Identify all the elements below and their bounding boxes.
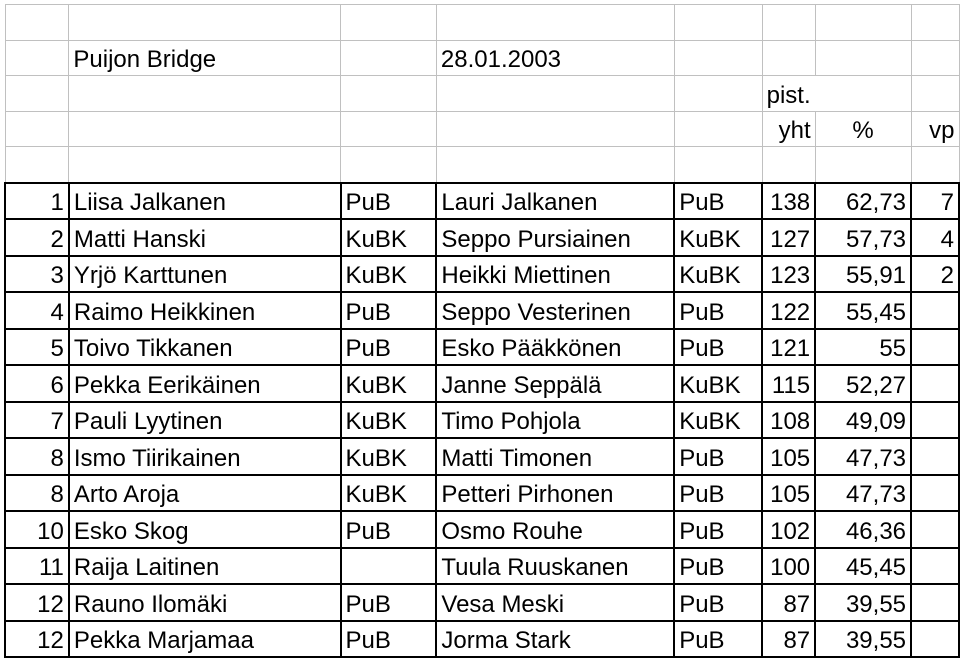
player1-club-cell[interactable]: KuBK: [341, 365, 437, 402]
player1-club-cell[interactable]: PuB: [341, 292, 437, 329]
percent-cell[interactable]: 55: [815, 329, 911, 366]
column-header-row: [5, 111, 959, 147]
player1-club-cell[interactable]: KuBK: [341, 256, 437, 293]
player1-name-cell[interactable]: Toivo Tikkanen: [69, 329, 341, 366]
pist-header[interactable]: pist.: [762, 76, 815, 112]
player2-club-cell[interactable]: PuB: [674, 292, 762, 329]
player1-name-cell[interactable]: Raimo Heikkinen: [69, 292, 341, 329]
vp-cell[interactable]: 4: [911, 219, 959, 256]
player2-club-cell[interactable]: PuB: [674, 438, 762, 475]
vp-cell[interactable]: [911, 475, 959, 512]
sheet-date[interactable]: 28.01.2003: [436, 40, 674, 76]
result-row: [5, 183, 959, 220]
total-points-cell[interactable]: 105: [762, 438, 815, 475]
result-row: [5, 256, 959, 293]
player2-name-cell[interactable]: Janne Seppälä: [436, 365, 674, 402]
player2-club-cell[interactable]: PuB: [674, 621, 762, 658]
blank-row: [5, 5, 959, 41]
percent-cell[interactable]: 55,91: [815, 256, 911, 293]
player1-name-cell[interactable]: Matti Hanski: [69, 219, 341, 256]
player2-club-cell[interactable]: KuBK: [674, 256, 762, 293]
player2-club-cell[interactable]: KuBK: [674, 365, 762, 402]
rank-cell[interactable]: 8: [5, 438, 69, 475]
player1-name-cell[interactable]: Pekka Marjamaa: [69, 621, 341, 658]
total-points-cell[interactable]: 121: [762, 329, 815, 366]
vp-header[interactable]: vp: [911, 111, 959, 147]
player1-name-cell[interactable]: Liisa Jalkanen: [69, 183, 341, 220]
vp-cell[interactable]: [911, 402, 959, 439]
total-points-cell[interactable]: 87: [762, 621, 815, 658]
player2-club-cell[interactable]: PuB: [674, 475, 762, 512]
player1-club-cell[interactable]: [341, 548, 437, 585]
player1-name-cell[interactable]: Yrjö Karttunen: [69, 256, 341, 293]
player1-club-cell[interactable]: KuBK: [341, 438, 437, 475]
player1-club-cell[interactable]: KuBK: [341, 219, 437, 256]
result-row: [5, 402, 959, 439]
player2-club-cell[interactable]: KuBK: [674, 219, 762, 256]
total-points-cell[interactable]: 127: [762, 219, 815, 256]
player1-name-cell[interactable]: Raija Laitinen: [69, 548, 341, 585]
percent-header[interactable]: %: [815, 111, 911, 147]
rank-cell[interactable]: 8: [5, 475, 69, 512]
total-points-cell[interactable]: 102: [762, 511, 815, 548]
player2-name-cell[interactable]: Heikki Miettinen: [436, 256, 674, 293]
rank-cell[interactable]: 11: [5, 548, 69, 585]
rank-cell[interactable]: 12: [5, 621, 69, 658]
rank-cell[interactable]: 1: [5, 183, 69, 220]
player2-name-cell[interactable]: Timo Pohjola: [436, 402, 674, 439]
percent-cell[interactable]: 47,73: [815, 475, 911, 512]
result-row: [5, 584, 959, 621]
rank-cell[interactable]: 4: [5, 292, 69, 329]
player2-name-cell[interactable]: Tuula Ruuskanen: [436, 548, 674, 585]
percent-cell[interactable]: 57,73: [815, 219, 911, 256]
result-row: [5, 329, 959, 366]
pist-header-row: [5, 76, 959, 112]
player1-club-cell[interactable]: PuB: [341, 329, 437, 366]
player2-name-cell[interactable]: Vesa Meski: [436, 584, 674, 621]
vp-cell[interactable]: [911, 621, 959, 658]
percent-cell[interactable]: 55,45: [815, 292, 911, 329]
vp-cell[interactable]: 2: [911, 256, 959, 293]
percent-cell[interactable]: 39,55: [815, 584, 911, 621]
player1-club-cell[interactable]: KuBK: [341, 475, 437, 512]
percent-cell[interactable]: 62,73: [815, 183, 911, 220]
total-points-cell[interactable]: 123: [762, 256, 815, 293]
vp-cell[interactable]: [911, 365, 959, 402]
rank-cell[interactable]: 2: [5, 219, 69, 256]
total-points-cell[interactable]: 87: [762, 584, 815, 621]
player1-club-cell[interactable]: PuB: [341, 584, 437, 621]
result-row: [5, 292, 959, 329]
title-row: [5, 40, 959, 76]
player2-name-cell[interactable]: Lauri Jalkanen: [436, 183, 674, 220]
result-row: [5, 438, 959, 475]
player2-name-cell[interactable]: Seppo Vesterinen: [436, 292, 674, 329]
rank-cell[interactable]: 3: [5, 256, 69, 293]
total-points-cell[interactable]: 138: [762, 183, 815, 220]
player2-club-cell[interactable]: PuB: [674, 511, 762, 548]
total-points-cell[interactable]: 108: [762, 402, 815, 439]
player1-name-cell[interactable]: Esko Skog: [69, 511, 341, 548]
percent-cell[interactable]: 52,27: [815, 365, 911, 402]
result-row: [5, 511, 959, 548]
total-points-cell[interactable]: 115: [762, 365, 815, 402]
player1-name-cell[interactable]: Rauno Ilomäki: [69, 584, 341, 621]
vp-cell[interactable]: [911, 511, 959, 548]
player2-name-cell[interactable]: Matti Timonen: [436, 438, 674, 475]
player1-club-cell[interactable]: PuB: [341, 183, 437, 220]
player2-club-cell[interactable]: PuB: [674, 548, 762, 585]
total-points-cell[interactable]: 100: [762, 548, 815, 585]
percent-cell[interactable]: 49,09: [815, 402, 911, 439]
player1-club-cell[interactable]: PuB: [341, 511, 437, 548]
rank-cell[interactable]: 12: [5, 584, 69, 621]
vp-cell[interactable]: [911, 292, 959, 329]
rank-cell[interactable]: 6: [5, 365, 69, 402]
vp-cell[interactable]: [911, 584, 959, 621]
player1-club-cell[interactable]: PuB: [341, 621, 437, 658]
player1-name-cell[interactable]: Ismo Tiirikainen: [69, 438, 341, 475]
rank-cell[interactable]: 10: [5, 511, 69, 548]
percent-cell[interactable]: 47,73: [815, 438, 911, 475]
total-points-cell[interactable]: 105: [762, 475, 815, 512]
rank-cell[interactable]: 5: [5, 329, 69, 366]
player2-name-cell[interactable]: Seppo Pursiainen: [436, 219, 674, 256]
player2-club-cell[interactable]: PuB: [674, 329, 762, 366]
vp-cell[interactable]: [911, 438, 959, 475]
vp-cell[interactable]: [911, 329, 959, 366]
player1-club-cell[interactable]: KuBK: [341, 402, 437, 439]
result-row: [5, 548, 959, 585]
player2-club-cell[interactable]: PuB: [674, 183, 762, 220]
percent-cell[interactable]: 45,45: [815, 548, 911, 585]
percent-cell[interactable]: 39,55: [815, 621, 911, 658]
vp-cell[interactable]: 7: [911, 183, 959, 220]
player1-name-cell[interactable]: Arto Aroja: [69, 475, 341, 512]
yht-header[interactable]: yht: [762, 111, 815, 147]
player1-name-cell[interactable]: Pekka Eerikäinen: [69, 365, 341, 402]
blank-row: [5, 147, 959, 183]
result-row: [5, 621, 959, 658]
player2-club-cell[interactable]: PuB: [674, 584, 762, 621]
result-row: [5, 475, 959, 512]
player1-name-cell[interactable]: Pauli Lyytinen: [69, 402, 341, 439]
player2-name-cell[interactable]: Jorma Stark: [436, 621, 674, 658]
player2-name-cell[interactable]: Esko Pääkkönen: [436, 329, 674, 366]
result-row: [5, 219, 959, 256]
vp-cell[interactable]: [911, 548, 959, 585]
sheet-title[interactable]: Puijon Bridge: [69, 40, 341, 76]
rank-cell[interactable]: 7: [5, 402, 69, 439]
result-row: [5, 365, 959, 402]
total-points-cell[interactable]: 122: [762, 292, 815, 329]
percent-cell[interactable]: 46,36: [815, 511, 911, 548]
player2-club-cell[interactable]: KuBK: [674, 402, 762, 439]
player2-name-cell[interactable]: Petteri Pirhonen: [436, 475, 674, 512]
results-spreadsheet: [4, 4, 960, 658]
player2-name-cell[interactable]: Osmo Rouhe: [436, 511, 674, 548]
